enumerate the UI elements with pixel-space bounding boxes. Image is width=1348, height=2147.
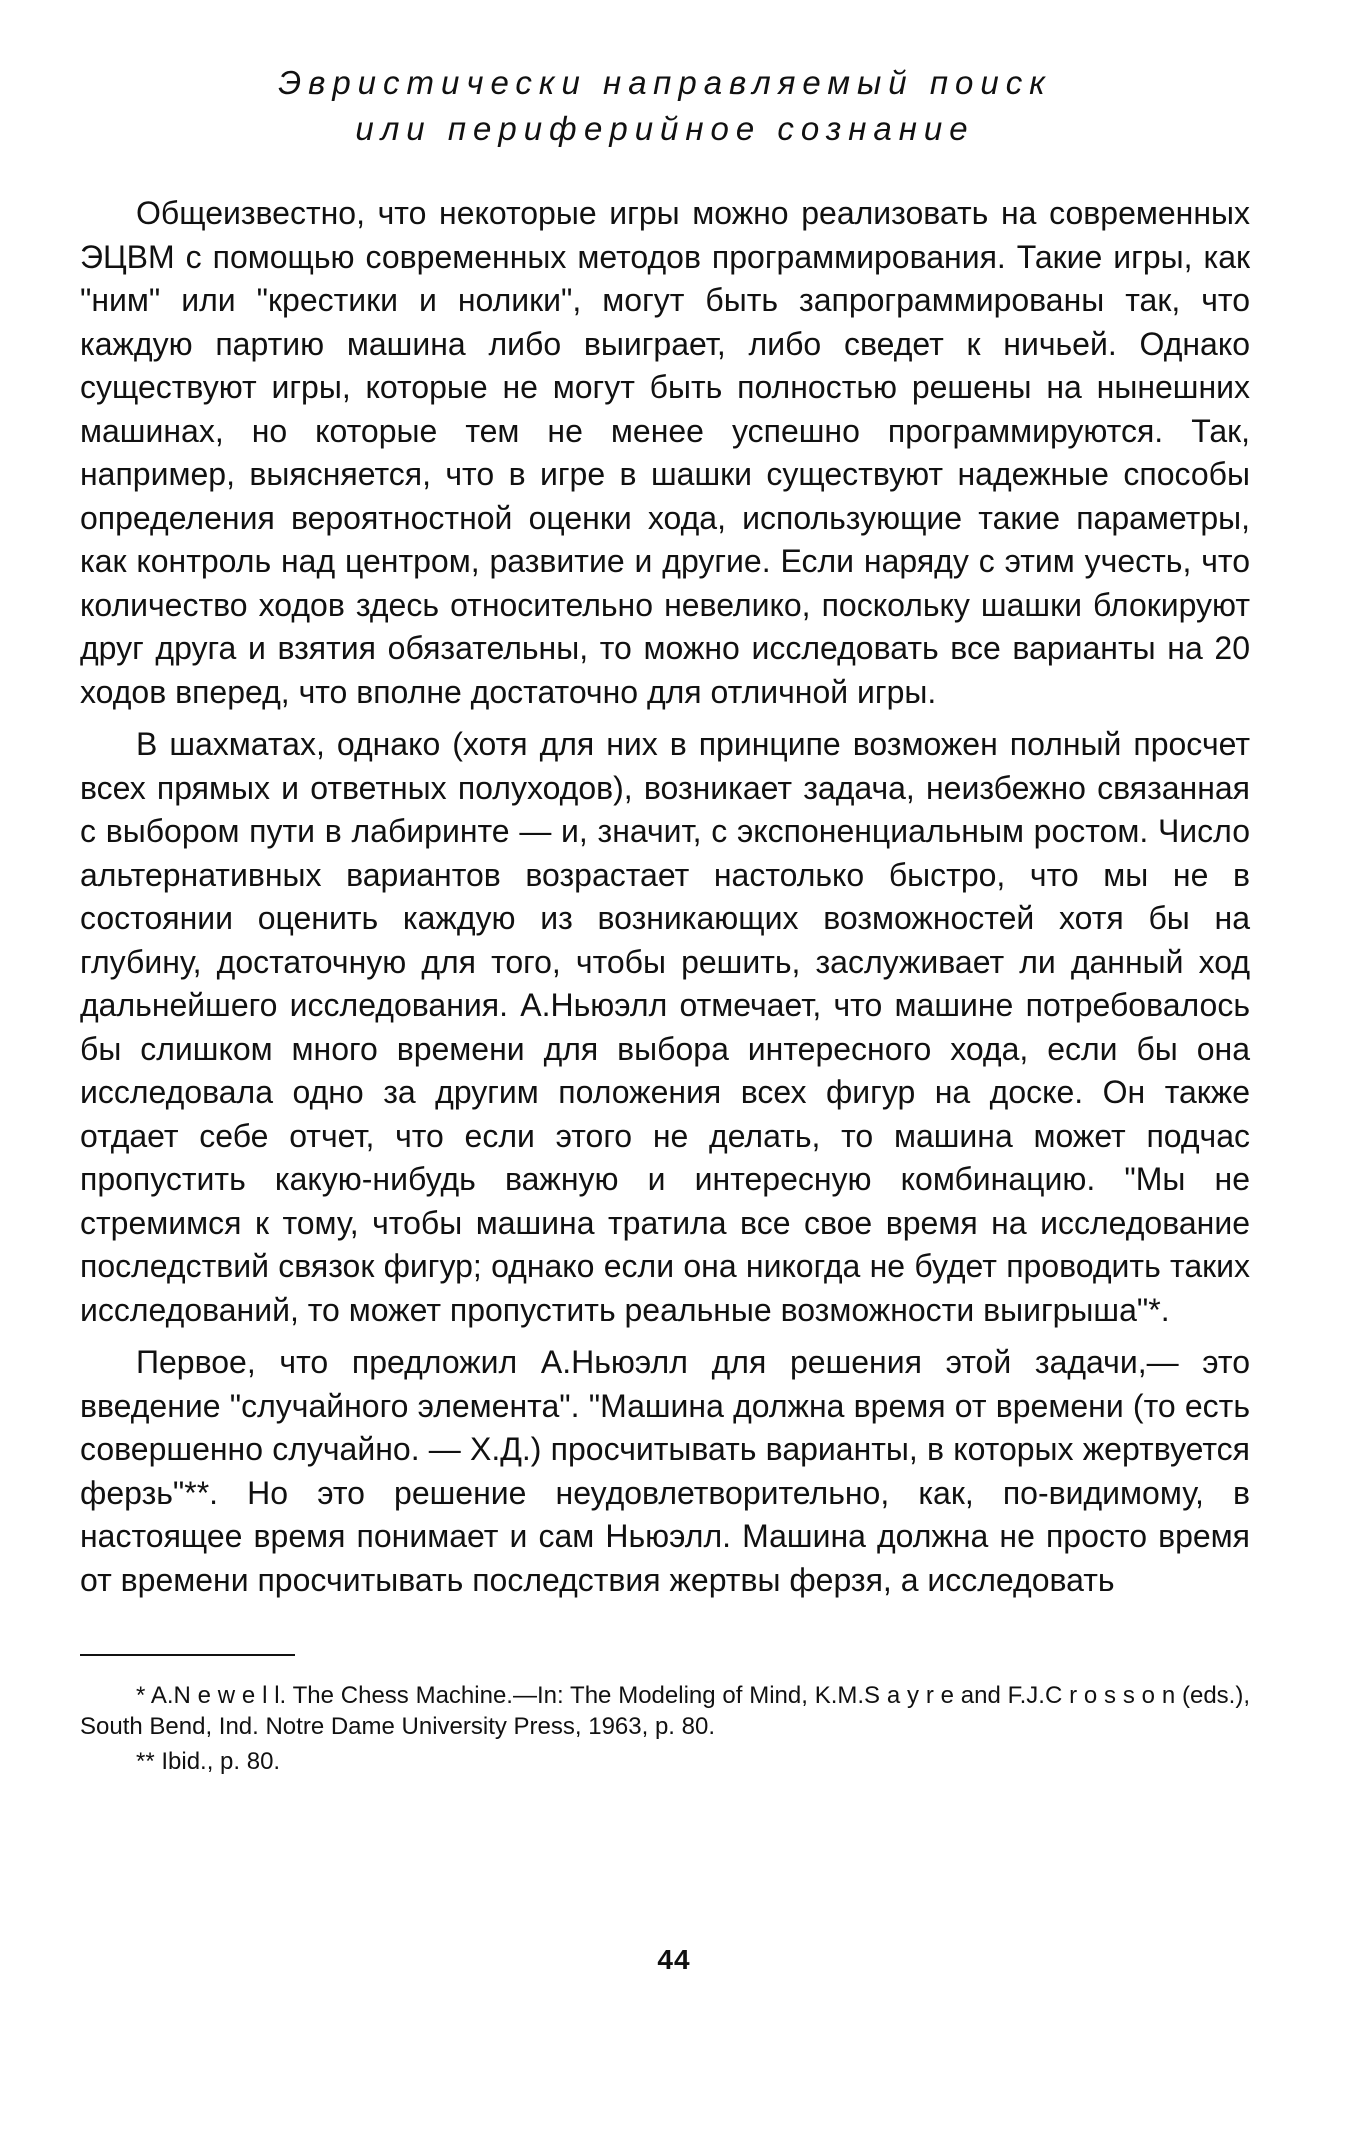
section-heading bbox=[80, 60, 1250, 152]
footnote-2: ** Ibid., p. 80. bbox=[136, 1748, 281, 1775]
page bbox=[80, 60, 1250, 1777]
page-number: 44 bbox=[657, 1944, 691, 1975]
body-text bbox=[80, 192, 1250, 1602]
footnotes bbox=[80, 1680, 1250, 1777]
paragraph-2: В шахматах, однако (хотя для них в принципе возможен полный просчет всех прямых и ответных полуходов), возникает задача, неизбежно связанная с выбором пути в лабиринте — и, значит, с экспоненциальным ростом. Число альтернативных вариантов возрастает настолько быстро, что мы не в состоянии оценить каждую из возникающих возможностей хотя бы на глубину, достаточную для того, чтобы решить, заслуживает ли данный ход дальнейшего исследования. А.Ньюэлл отмечает, что машине потребовалось бы слишком много времени для выбора интересного хода, если бы она исследовала одно за другим положения всех фигур на доске. Он также отдает себе отчет, что если этого не делать, то машина может подчас пропустить какую-нибудь важную и интересную комбинацию. "Мы не стремимся к тому, чтобы машина тратила все свое время на исследование последствий связок фигур; однако если она никогда не будет проводить таких исследований, то может пропустить реальные возможности выигрыша"*. bbox=[80, 726, 1250, 1328]
footnote-1: * A.N e w e l l. The Chess Machine.—In: The Modeling of Mind, K.M.S a y r e and F.J.C r o s s o n (eds.), South Bend, Ind. Notre Dame University Press, 1963, p. 80. bbox=[80, 1682, 1250, 1740]
footnote-divider bbox=[80, 1654, 295, 1656]
paragraph-1: Общеизвестно, что некоторые игры можно реализовать на современных ЭЦВМ с помощью современных методов программирования. Такие игры, как "ним" или "крестики и нолики", могут быть запрограммированы так, что каждую партию машина либо выиграет, либо сведет к ничьей. Однако существуют игры, которые не могут быть полностью решены на нынешних машинах, но которые тем не менее успешно программируются. Так, например, выясняется, что в игре в шашки существуют надежные способы определения вероятностной оценки хода, использующие такие параметры, как контроль над центром, развитие и другие. Если наряду с этим учесть, что количество ходов здесь относительно невелико, поскольку шашки блокируют друг друга и взятия обязательны, то можно исследовать все варианты на 20 ходов вперед, что вполне достаточно для отличной игры. bbox=[80, 195, 1250, 710]
section-heading-line-2: или периферийное сознание bbox=[355, 110, 975, 147]
section-heading-line-1: Эвристически направляемый поиск bbox=[278, 64, 1052, 101]
paragraph-3: Первое, что предложил А.Ньюэлл для решения этой задачи,— это введение "случайного элемента". "Машина должна время от времени (то есть совершенно случайно. — Х.Д.) просчитывать варианты, в которых жертвуется ферзь"**. Но это решение неудовлетворительно, как, по-видимому, в настоящее время понимает и сам Ньюэлл. Машина должна не просто время от времени просчитывать последствия жертвы ферзя, а исследовать bbox=[80, 1344, 1250, 1598]
